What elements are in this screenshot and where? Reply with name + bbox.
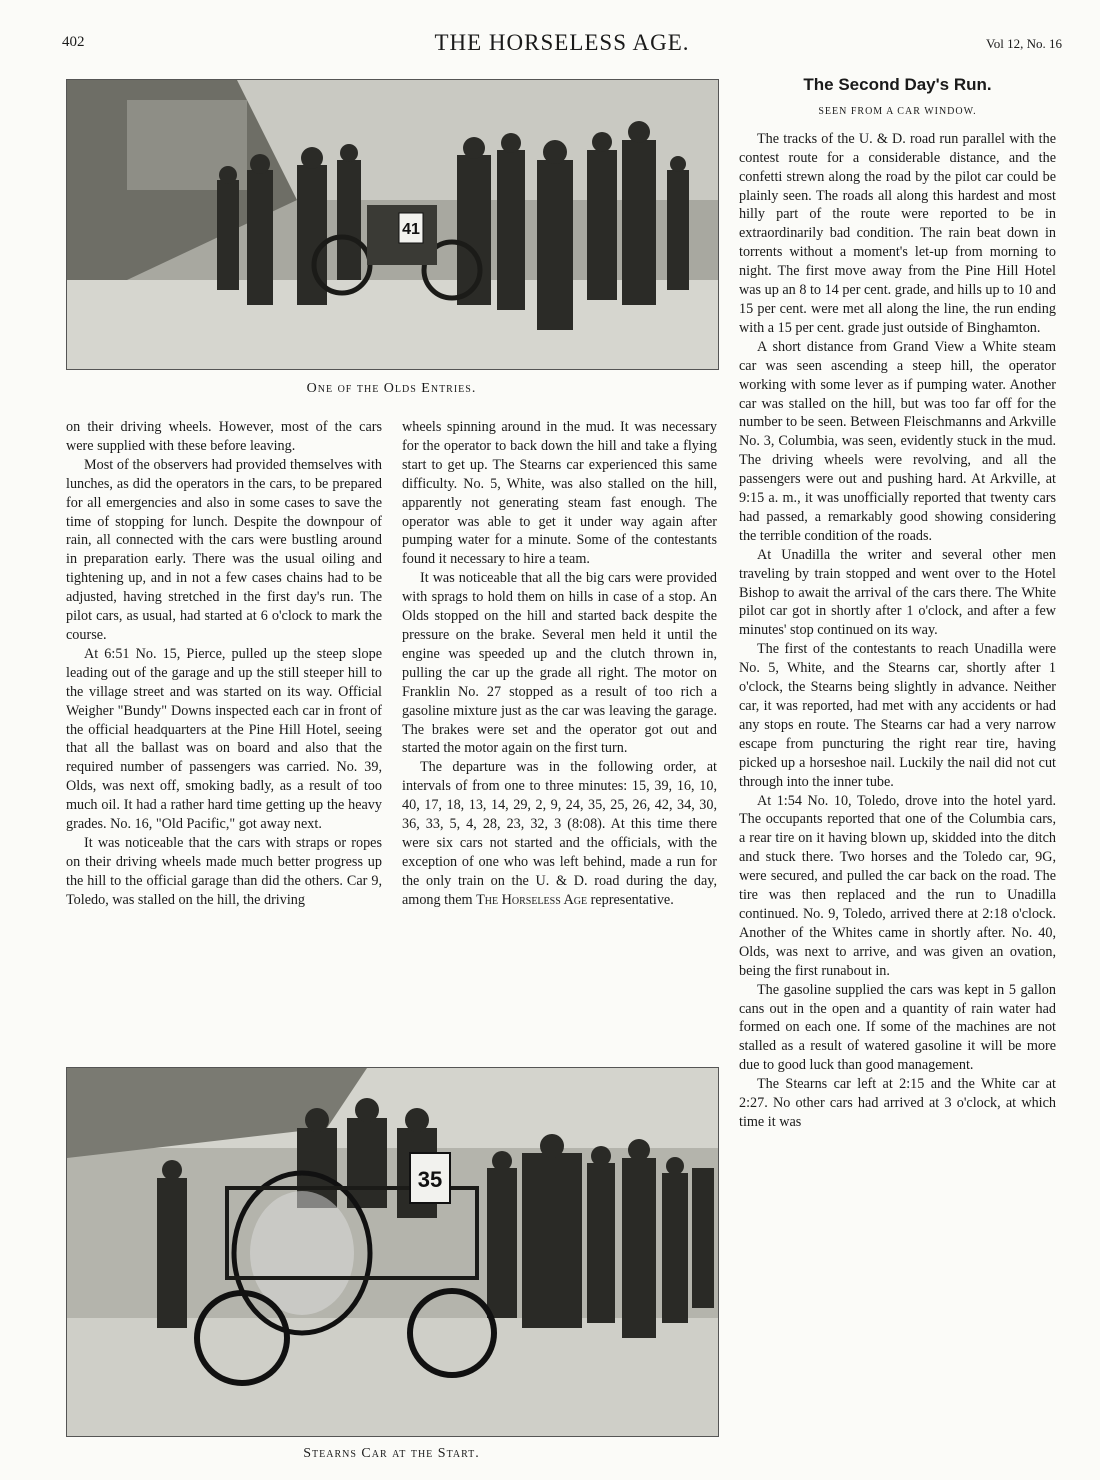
section-heading: The Second Day's Run. (803, 75, 992, 94)
photo-stearns-car (66, 1067, 719, 1437)
paragraph: The Stearns car left at 2:15 and the White car at 2:27. No other cars had arrived at 3 o'clock, at which time it was (739, 1076, 1056, 1130)
paragraph: It was noticeable that the cars with straps or ropes on their driving wheels made much better progress up the hill to the official garage than did the others. Car 9, Toledo, was stalled on the hill, the driving (66, 834, 382, 908)
paragraph: At 6:51 No. 15, Pierce, pulled up the steep slope leading out of the garage and up the still steeper hill to the village street and was started on its way. Official Weigher "Bundy" Downs inspected each car in front of the official headquarters at the Pine Hill Hotel, seeing that all the ballast was on board and also that the required number of passengers was carried. No. 39, Olds, was next off, smoking badly, as a result of too much oil. It had a rather hard time getting up the heavy grades. No. 16, "Old Pacific," got away next. (66, 645, 382, 833)
photo-olds-entry (66, 79, 719, 370)
text-column-2 (402, 418, 717, 910)
paragraph: A short distance from Grand View a White steam car was seen ascending a steep hill, the operator working with some lever as if pumping water. Another car was stalled on the hill, but was too far off for the number to be seen. Between Fleischmanns and Arkville No. 3, Columbia, was seen, evidently stuck in the mud. The driving wheels were revolving, and all the passengers were out and pushing hard. At Arkville, at 9:15 a. m., it was unofficially reported that twenty cars had passed, a remarkably good showing considering the terrible condition of the roads. (739, 338, 1056, 544)
paragraph: The first of the contestants to reach Unadilla were No. 5, White, and the Stearns car, shortly after 1 o'clock, the Stearns being slightly in advance. Neither car, it was reported, had met with any accidents or had any stops en route. The Stearns car had a very narrow escape from puncturing the right rear tire, having picked up a horseshoe nail. Luckily the nail did not cut through into the inner tube. (739, 641, 1056, 790)
paragraph: The tracks of the U. & D. road run parallel with the contest route for a considerable distance, and the confetti strewn along the road by the pilot car could be plainly seen. The roads all along this hardest and most hilly part of the route were reported to be in extraordinarily bad condition. The rain beat down in torrents without a moment's let-up from morning to night. The first move away from the Pine Hill Hotel was up an 8 to 14 per cent. grade, and hills up to 10 and 15 per cent. were met all along the line, the run ending with a 15 per cent. grade just outside of Binghamton. (739, 130, 1056, 336)
text-column-3 (739, 76, 1056, 1132)
text-column-1 (66, 418, 382, 910)
paragraph: wheels spinning around in the mud. It was necessary for the operator to back down the hill and take a flying start to get up. The Stearns car experienced this same difficulty. No. 5, White, was also stalled on the hill, apparently not generating steam fast enough. The operator was able to get it under way again after pumping water for a minute. Some of the contestants found it necessary to hire a team. (402, 419, 717, 568)
journal-title: THE HORSELESS AGE. (434, 30, 690, 55)
volume-number: Vol 12, No. 16 (986, 36, 1062, 51)
car-number-35: 35 (417, 1167, 443, 1192)
paragraph: Most of the observers had provided themselves with lunches, as did the operators in the cars, to be prepared for all emergencies and also in some cases to save the time of stopping for lunch. Despite the downpour of rain, all connected with the cars were bustling around in preparation early. There was the usual oiling and tightening up, and in not a few cases chains had to be adjusted, having stretched in the first day's run. The pilot cars, as usual, had started at 6 o'clock to mark the course. (66, 456, 382, 643)
page-header (62, 30, 1062, 62)
paragraph: on their driving wheels. However, most of the cars were supplied with these before leaving. (66, 419, 382, 454)
car-number-41: 41 (402, 221, 420, 238)
photo-olds-entry-image (67, 80, 718, 369)
photo-caption-bottom: Stearns Car at the Start. (303, 1446, 480, 1461)
publication-name: The Horseless Age (476, 891, 588, 908)
paragraph: The gasoline supplied the cars was kept in 5 gallon cans out in the open and a quantity of rain water had formed on each one. If some of the machines are not stalled as a result of watered gasoline it will be more due to good luck than good management. (739, 981, 1056, 1074)
photo-stearns-car-image (67, 1068, 718, 1436)
paragraph: The departure was in the following order, at intervals of from one to three minutes: 15, 39, 16, 10, 40, 17, 18, 13, 14, 29, 2, 9, 24, 35, 25, 26, 42, 34, 30, 36, 33, 5, 4, 28, 23, 32, 3 (8:08). At this time there were six cars not started and the officials, with the exception of one who was left behind, made a run for the only train on the U. & D. road during the day, among them The Horseless Age representative. (402, 759, 717, 908)
paragraph: It was noticeable that all the big cars were provided with sprags to hold them on hills in case of a stop. An Olds stopped on the hill and started back despite the pressure on the brake. Several men held it until the engine was speeded up and the clutch thrown in, pulling the car up the grade all right. The motor on Franklin No. 27 stopped as a result of too rich a gasoline mixture just as the car was leaving the garage. The brakes were set and the operator got out and started the motor again on the first turn. (402, 570, 717, 757)
photo-caption-top: One of the Olds Entries. (306, 381, 477, 396)
paragraph: At Unadilla the writer and several other men traveling by train stopped and went over to the Hotel Bishop to await the arrival of the cars there. The White pilot car got in shortly after 1 o'clock, and after a few minutes' stop continued on its way. (739, 546, 1056, 639)
page-number: 402 (62, 34, 85, 50)
paragraph: At 1:54 No. 10, Toledo, drove into the hotel yard. The occupants reported that one of the Columbia cars, a rear tire on it having blown up, skidded into the ditch and stuck there. Two horses and the Toledo car, 9G, were secured, and pulled the car back on the road. The tire was then replaced and the run to Unadilla continued. No. 9, Toledo, arrived there at 2:18 o'clock. Another of the Whites came in shortly after. No. 40, Olds, was next to arrive, and was given an ovation, being the first runabout in. (739, 792, 1056, 979)
section-subheading: SEEN FROM A CAR WINDOW. (818, 105, 977, 117)
